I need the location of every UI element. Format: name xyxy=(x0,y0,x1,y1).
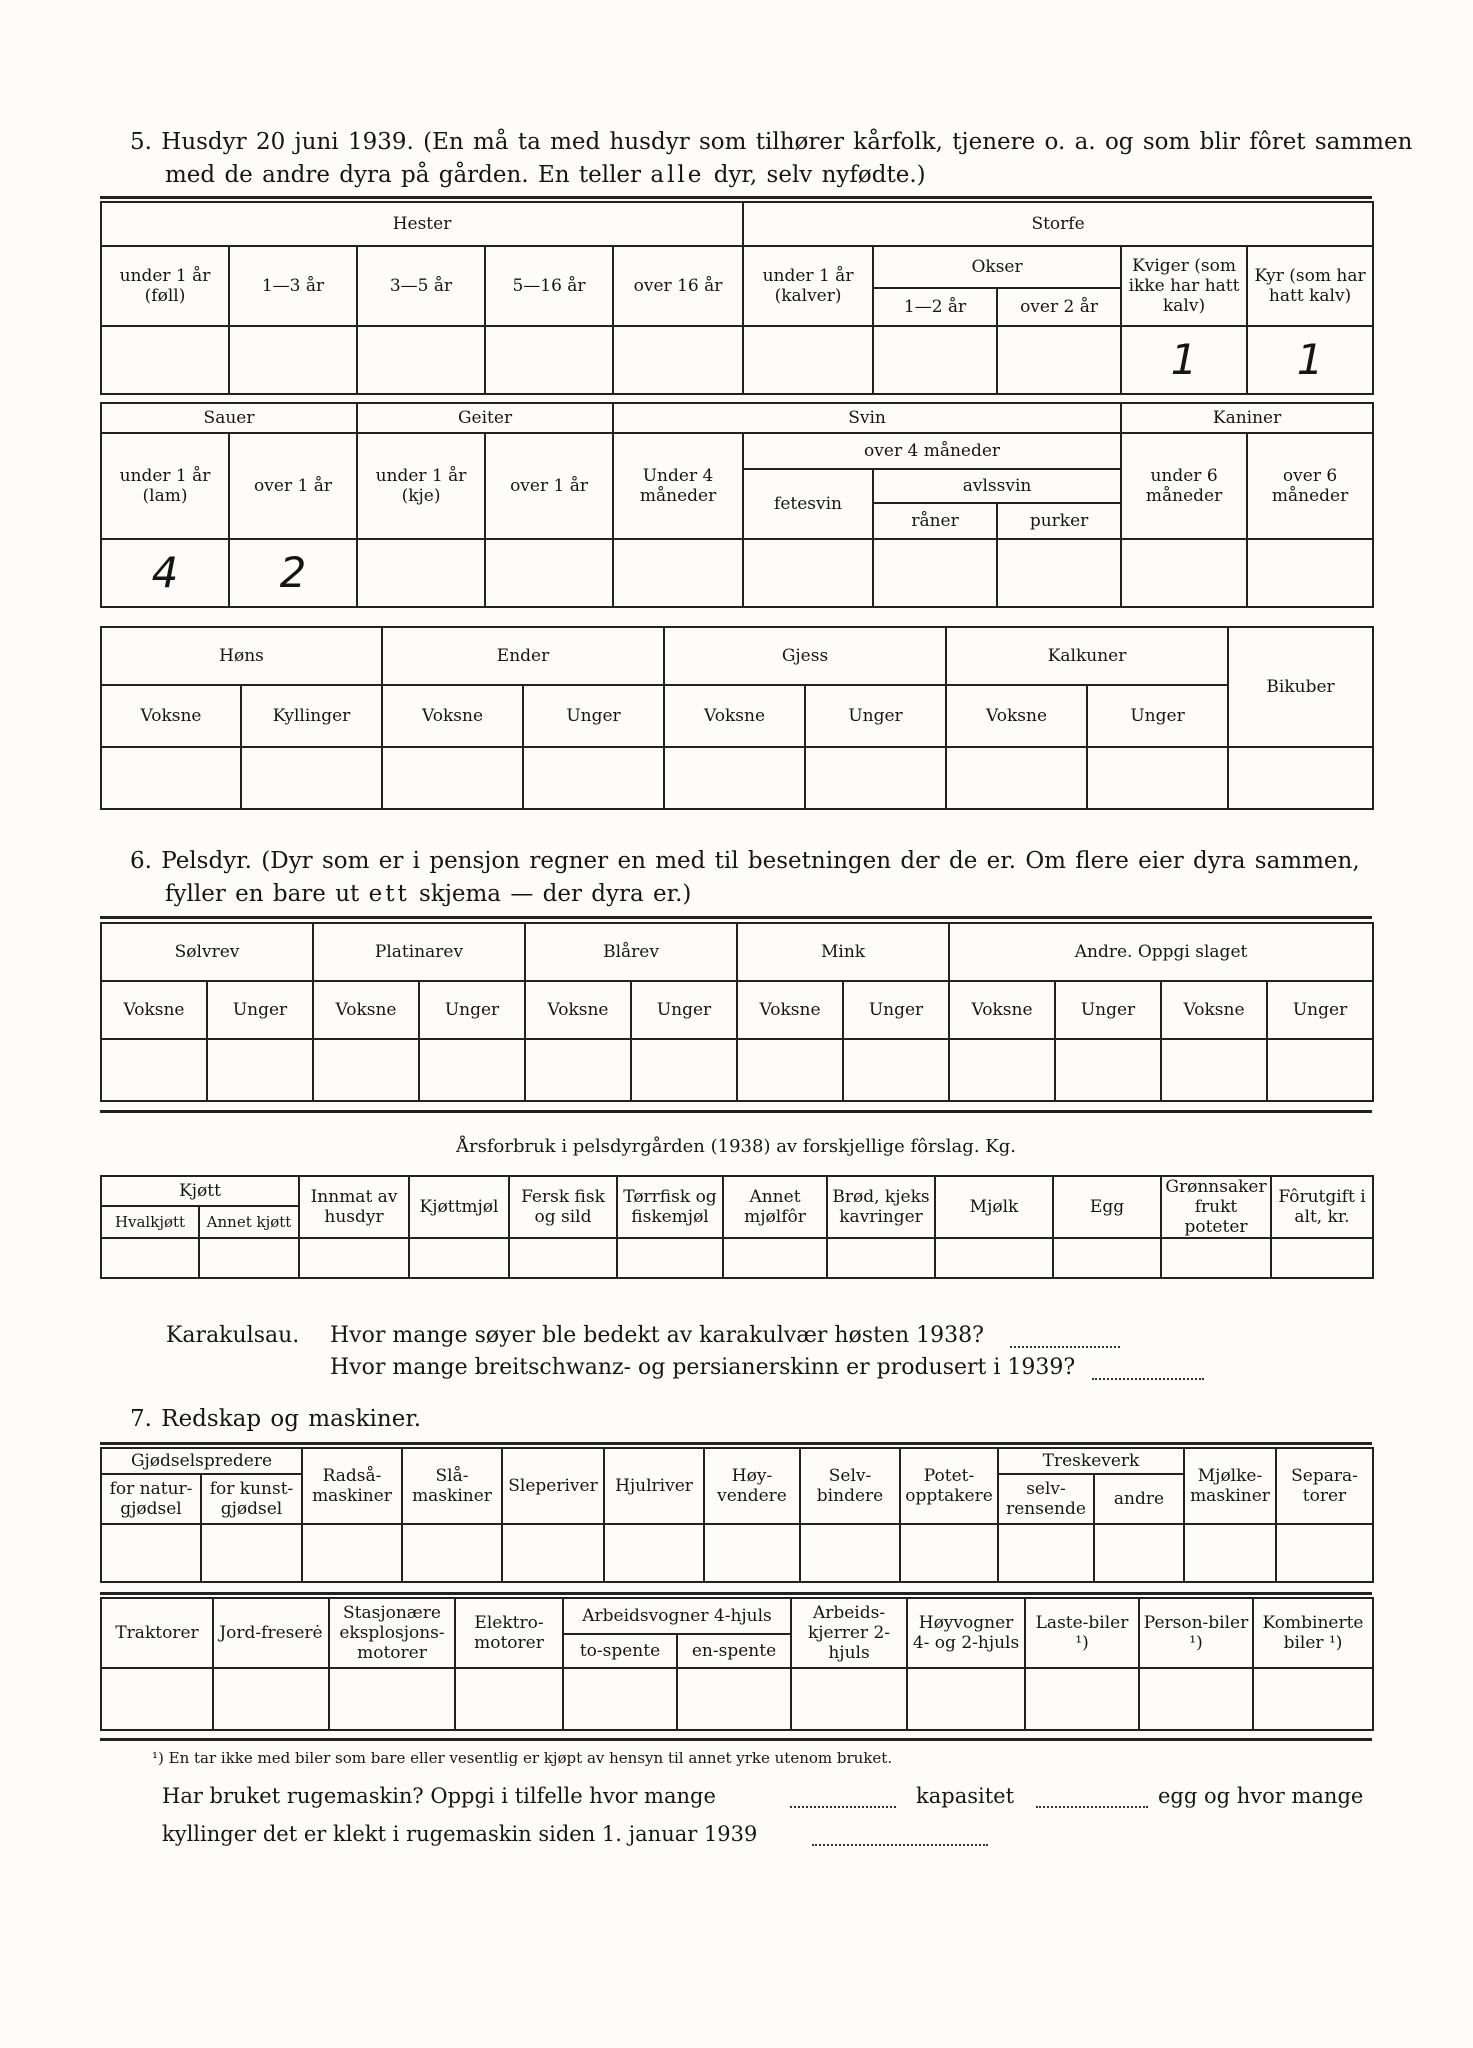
entry-cell[interactable] xyxy=(509,1238,617,1278)
entry-cell[interactable] xyxy=(213,1668,329,1730)
entry-cell[interactable] xyxy=(1087,747,1228,809)
svin-col-raner: råner xyxy=(873,503,997,539)
hester-col-5-16: 5—16 år xyxy=(485,246,613,326)
unger-label: Unger xyxy=(843,981,949,1039)
entry-cell[interactable] xyxy=(313,1039,419,1101)
entry-cell[interactable] xyxy=(1053,1238,1161,1278)
redskap-col-mjolkemaskiner: Mjølke-maskiner xyxy=(1184,1448,1276,1524)
geiter-col-over1: over 1 år xyxy=(485,433,613,539)
rugemaskin-kyllinger-line[interactable] xyxy=(812,1844,988,1846)
section-5-title-line2 xyxy=(130,159,1412,192)
entry-cell[interactable] xyxy=(1161,1238,1271,1278)
forbruk-col-annet-mjolfor: Annet mjølfôr xyxy=(723,1176,827,1238)
entry-cell[interactable] xyxy=(523,747,664,809)
entry-cell[interactable] xyxy=(935,1238,1053,1278)
entry-cell[interactable] xyxy=(382,747,523,809)
entry-cell[interactable] xyxy=(241,747,382,809)
entry-cell[interactable] xyxy=(617,1238,723,1278)
redskap-col-lastebiler: Laste-biler ¹) xyxy=(1025,1598,1139,1668)
entry-cell[interactable] xyxy=(613,326,743,394)
rugemaskin-q-a: Har bruket rugemaskin? Oppgi i tilfelle hvor mange xyxy=(162,1784,716,1808)
kjott-header: Kjøtt xyxy=(101,1176,299,1206)
entry-cell[interactable] xyxy=(302,1524,402,1582)
entry-cell[interactable] xyxy=(664,747,805,809)
svin-col-fetesvin: fetesvin xyxy=(743,469,873,539)
andre-header: Andre. Oppgi slaget xyxy=(949,923,1373,981)
entry-cell[interactable] xyxy=(101,747,241,809)
section-6-title-emph: ett xyxy=(368,881,410,907)
svin-over4-header: over 4 måneder xyxy=(743,433,1121,469)
forbruk-col-gronnsaker: Grønnsaker frukt poteter xyxy=(1161,1176,1271,1238)
entry-cell[interactable] xyxy=(843,1039,949,1101)
pelsdyr-table xyxy=(100,922,1374,1102)
hons-col-kyllinger: Kyllinger xyxy=(241,685,382,747)
entry-cell[interactable] xyxy=(677,1668,791,1730)
voksne-label: Voksne xyxy=(525,981,631,1039)
entry-cell[interactable] xyxy=(1253,1668,1373,1730)
redskap-col-hjulriver: Hjulriver xyxy=(604,1448,704,1524)
entry-cell[interactable] xyxy=(998,1524,1094,1582)
okser-header: Okser xyxy=(873,246,1121,288)
voksne-label: Voksne xyxy=(949,981,1055,1039)
gjess-col-voksne: Voksne xyxy=(664,685,805,747)
entry-cell[interactable] xyxy=(357,539,485,607)
karakul-q1-answer-line[interactable] xyxy=(1010,1346,1120,1348)
mink-header: Mink xyxy=(737,923,949,981)
rugemaskin-q-d: kyllinger det er klekt i rugemaskin siden 1. januar 1939 xyxy=(162,1822,758,1846)
forbruk-col-fersk-fisk: Fersk fisk og sild xyxy=(509,1176,617,1238)
kaniner-header: Kaniner xyxy=(1121,403,1373,433)
entry-cell[interactable] xyxy=(1184,1524,1276,1582)
storfe-col-kalver: under 1 år (kalver) xyxy=(743,246,873,326)
forbruk-col-kjottmjol: Kjøttmjøl xyxy=(409,1176,509,1238)
redskap-col-radsa: Radså-maskiner xyxy=(302,1448,402,1524)
redskap-table-b xyxy=(100,1597,1374,1731)
entry-cell[interactable] xyxy=(791,1668,907,1730)
arbeidsvogner-col-enspente: en-spente xyxy=(677,1634,791,1668)
entry-cell[interactable] xyxy=(737,1039,843,1101)
sauer-col-lam: under 1 år (lam) xyxy=(101,433,229,539)
section-5-title-line2-a: med de andre dyra på gården. En teller xyxy=(165,162,642,188)
svin-col-under4: Under 4 måneder xyxy=(613,433,743,539)
unger-label: Unger xyxy=(1055,981,1161,1039)
geiter-col-kje: under 1 år (kje) xyxy=(357,433,485,539)
redskap-col-hoyvendere: Høy-vendere xyxy=(704,1448,800,1524)
sauer-header: Sauer xyxy=(101,403,357,433)
entry-cell[interactable] xyxy=(402,1524,502,1582)
karakul-q2-answer-line[interactable] xyxy=(1092,1378,1204,1380)
entry-cell[interactable] xyxy=(704,1524,800,1582)
entry-cell[interactable] xyxy=(502,1524,604,1582)
kjott-col-annet: Annet kjøtt xyxy=(199,1206,299,1238)
entry-cell[interactable] xyxy=(827,1238,935,1278)
entry-cell[interactable] xyxy=(357,326,485,394)
kalkuner-header: Kalkuner xyxy=(946,627,1228,685)
redskap-col-eksplosjonsmotorer: Stasjonære eksplosjons-motorer xyxy=(329,1598,455,1668)
gjess-col-unger: Unger xyxy=(805,685,946,747)
kyr-value[interactable]: 1 xyxy=(1247,326,1373,394)
treskeverk-header: Treskeverk xyxy=(998,1448,1184,1474)
entry-cell[interactable] xyxy=(101,1524,201,1582)
hons-header: Høns xyxy=(101,627,382,685)
redskap-col-separatorer: Separa-torer xyxy=(1276,1448,1373,1524)
forbruk-title: Årsforbruk i pelsdyrgården (1938) av forskjellige fôrslag. Kg. xyxy=(456,1136,1016,1157)
redskap-col-traktorer: Traktorer xyxy=(101,1598,213,1668)
entry-cell[interactable] xyxy=(1271,1238,1373,1278)
entry-cell[interactable] xyxy=(946,747,1087,809)
entry-cell[interactable] xyxy=(329,1668,455,1730)
entry-cell[interactable] xyxy=(949,1039,1055,1101)
arbeidsvogner-col-tospente: to-spente xyxy=(563,1634,677,1668)
entry-cell[interactable] xyxy=(409,1238,509,1278)
redskap-table-a xyxy=(100,1447,1374,1583)
redskap-b-top-rule xyxy=(100,1592,1372,1595)
redskap-col-sla: Slå-maskiner xyxy=(402,1448,502,1524)
okser-col-1-2: 1—2 år xyxy=(873,288,997,326)
entry-cell[interactable] xyxy=(485,539,613,607)
svin-col-purker: purker xyxy=(997,503,1121,539)
ender-col-voksne: Voksne xyxy=(382,685,523,747)
entry-cell[interactable] xyxy=(199,1238,299,1278)
redskap-col-hoyvogner: Høyvogner 4- og 2-hjuls xyxy=(907,1598,1025,1668)
kjott-col-hval: Hvalkjøtt xyxy=(101,1206,199,1238)
lam-value[interactable]: 4 xyxy=(101,539,229,607)
entry-cell[interactable] xyxy=(997,539,1121,607)
section-7-heading: 7. Redskap og maskiner. xyxy=(130,1406,422,1432)
entry-cell[interactable] xyxy=(1267,1039,1373,1101)
forbruk-col-egg: Egg xyxy=(1053,1176,1161,1238)
entry-cell[interactable] xyxy=(1025,1668,1139,1730)
entry-cell[interactable] xyxy=(101,1238,199,1278)
ender-col-unger: Unger xyxy=(523,685,664,747)
rugemaskin-antall-line[interactable] xyxy=(790,1806,896,1808)
hons-col-voksne: Voksne xyxy=(101,685,241,747)
voksne-label: Voksne xyxy=(737,981,843,1039)
entry-cell[interactable] xyxy=(1276,1524,1373,1582)
karakul-q2: Hvor mange breitschwanz- og persianerskinn er produsert i 1939? xyxy=(330,1355,1076,1380)
section-7-top-rule xyxy=(100,1442,1372,1445)
entry-cell[interactable] xyxy=(907,1668,1025,1730)
entry-cell[interactable] xyxy=(299,1238,409,1278)
unger-label: Unger xyxy=(419,981,525,1039)
forbruk-col-forutgift: Fôrutgift i alt, kr. xyxy=(1271,1176,1373,1238)
entry-cell[interactable] xyxy=(485,326,613,394)
entry-cell[interactable] xyxy=(604,1524,704,1582)
svin-header: Svin xyxy=(613,403,1121,433)
entry-cell[interactable] xyxy=(1121,539,1247,607)
gjess-header: Gjess xyxy=(664,627,946,685)
section-6-title-line2-b: skjema — der dyra er.) xyxy=(419,881,692,907)
redskap-col-jordfresere: Jord-freserė xyxy=(213,1598,329,1668)
entry-cell[interactable] xyxy=(1094,1524,1184,1582)
geiter-header: Geiter xyxy=(357,403,613,433)
redskap-col-selvbindere: Selv-bindere xyxy=(800,1448,900,1524)
entry-cell[interactable] xyxy=(873,326,997,394)
karakul-q1: Hvor mange søyer ble bedekt av karakulvær høsten 1938? xyxy=(330,1323,984,1348)
arbeidsvogner-header: Arbeidsvogner 4-hjuls xyxy=(563,1598,791,1634)
hester-col-3-5: 3—5 år xyxy=(357,246,485,326)
kalkuner-col-unger: Unger xyxy=(1087,685,1228,747)
entry-cell[interactable] xyxy=(207,1039,313,1101)
storfe-col-kyr: Kyr (som har hatt kalv) xyxy=(1247,246,1373,326)
voksne-label: Voksne xyxy=(101,981,207,1039)
gjodsel-header: Gjødselspredere xyxy=(101,1448,302,1474)
section-7-bottom-rule xyxy=(100,1738,1372,1741)
kaniner-col-under6: under 6 måneder xyxy=(1121,433,1247,539)
kviger-value[interactable]: 1 xyxy=(1121,326,1247,394)
forbruk-col-brod: Brød, kjeks kavringer xyxy=(827,1176,935,1238)
entry-cell[interactable] xyxy=(723,1238,827,1278)
redskap-col-arbeidskjerrer: Arbeids-kjerrer 2-hjuls xyxy=(791,1598,907,1668)
gjodsel-col-kunst: for kunst-gjødsel xyxy=(201,1474,302,1524)
rugemaskin-kapasitet-line[interactable] xyxy=(1036,1806,1148,1808)
hester-col-foll: under 1 år (føll) xyxy=(101,246,229,326)
treskeverk-col-selvrensende: selv-rensende xyxy=(998,1474,1094,1524)
entry-cell[interactable] xyxy=(1139,1668,1253,1730)
storfe-col-kviger: Kviger (som ikke har hatt kalv) xyxy=(1121,246,1247,326)
forbruk-col-mjolk: Mjølk xyxy=(935,1176,1053,1238)
entry-cell[interactable] xyxy=(743,326,873,394)
entry-cell[interactable] xyxy=(101,326,229,394)
rugemaskin-q-c: egg og hvor mange xyxy=(1158,1784,1364,1808)
kaniner-col-over6: over 6 måneder xyxy=(1247,433,1373,539)
entry-cell[interactable] xyxy=(997,326,1121,394)
section-5-top-rule xyxy=(100,196,1372,199)
hester-header: Hester xyxy=(101,202,743,246)
section-6-top-rule xyxy=(100,916,1372,919)
entry-cell[interactable] xyxy=(563,1668,677,1730)
section-5-title-emph: alle xyxy=(650,162,705,188)
redskap-col-elektromotorer: Elektro-motorer xyxy=(455,1598,563,1668)
entry-cell[interactable] xyxy=(229,326,357,394)
unger-label: Unger xyxy=(1267,981,1373,1039)
entry-cell[interactable] xyxy=(1161,1039,1267,1101)
redskap-col-sleperiver: Sleperiver xyxy=(502,1448,604,1524)
entry-cell[interactable] xyxy=(419,1039,525,1101)
storfe-header: Storfe xyxy=(743,202,1373,246)
solvrev-header: Sølvrev xyxy=(101,923,313,981)
entry-cell[interactable] xyxy=(101,1668,213,1730)
redskap-col-personbiler: Person-biler ¹) xyxy=(1139,1598,1253,1668)
okser-col-over2: over 2 år xyxy=(997,288,1121,326)
entry-cell[interactable] xyxy=(525,1039,631,1101)
section-5-title-line2-b: dyr, selv nyfødte.) xyxy=(713,162,926,188)
forbruk-top-rule xyxy=(100,1110,1372,1113)
unger-label: Unger xyxy=(631,981,737,1039)
bikuber-header: Bikuber xyxy=(1228,627,1373,747)
sauer-geiter-svin-table xyxy=(100,402,1374,608)
footnote: ¹) En tar ikke med biler som bare eller vesentlig er kjøpt av hensyn til annet yrke utenom bruket. xyxy=(152,1749,893,1767)
treskeverk-col-andre: andre xyxy=(1094,1474,1184,1524)
entry-cell[interactable] xyxy=(1055,1039,1161,1101)
forbruk-col-innmat: Innmat av husdyr xyxy=(299,1176,409,1238)
redskap-col-kombinerte: Kombinerte biler ¹) xyxy=(1253,1598,1373,1668)
entry-cell[interactable] xyxy=(101,1039,207,1101)
sauer-over1-value[interactable]: 2 xyxy=(229,539,357,607)
redskap-col-potetopptakere: Potet-opptakere xyxy=(900,1448,998,1524)
sauer-col-over1: over 1 år xyxy=(229,433,357,539)
section-5-title-line1: 5. Husdyr 20 juni 1939. (En må ta med husdyr som tilhører kårfolk, tjenere o. a. og som blir fôret sammen xyxy=(130,129,1413,155)
svin-avlssvin-header: avlssvin xyxy=(873,469,1121,503)
forbruk-table xyxy=(100,1175,1374,1279)
kalkuner-col-voksne: Voksne xyxy=(946,685,1087,747)
section-6-heading xyxy=(130,845,1360,911)
entry-cell[interactable] xyxy=(805,747,946,809)
unger-label: Unger xyxy=(207,981,313,1039)
hester-col-over16: over 16 år xyxy=(613,246,743,326)
karakul-label: Karakulsau. xyxy=(166,1323,300,1348)
ender-header: Ender xyxy=(382,627,664,685)
entry-cell[interactable] xyxy=(873,539,997,607)
section-5-heading xyxy=(130,126,1412,192)
entry-cell[interactable] xyxy=(1247,539,1373,607)
rugemaskin-q-b: kapasitet xyxy=(916,1784,1015,1808)
entry-cell[interactable] xyxy=(900,1524,998,1582)
voksne-label: Voksne xyxy=(1161,981,1267,1039)
entry-cell[interactable] xyxy=(743,539,873,607)
platinarev-header: Platinarev xyxy=(313,923,525,981)
entry-cell[interactable] xyxy=(201,1524,302,1582)
voksne-label: Voksne xyxy=(313,981,419,1039)
entry-cell[interactable] xyxy=(1228,747,1373,809)
entry-cell[interactable] xyxy=(455,1668,563,1730)
section-6-title-line1: 6. Pelsdyr. (Dyr som er i pensjon regner en med til besetningen der de er. Om flere eier dyra sammen, xyxy=(130,848,1360,874)
blarev-header: Blårev xyxy=(525,923,737,981)
section-6-title-line2 xyxy=(130,878,1360,911)
entry-cell[interactable] xyxy=(631,1039,737,1101)
fjaerfe-table xyxy=(100,626,1374,810)
entry-cell[interactable] xyxy=(613,539,743,607)
forbruk-col-torrfisk: Tørrfisk og fiskemjøl xyxy=(617,1176,723,1238)
gjodsel-col-natur: for natur-gjødsel xyxy=(101,1474,201,1524)
hester-storfe-table xyxy=(100,201,1374,395)
hester-col-1-3: 1—3 år xyxy=(229,246,357,326)
section-6-title-line2-a: fyller en bare ut xyxy=(165,881,360,907)
entry-cell[interactable] xyxy=(800,1524,900,1582)
